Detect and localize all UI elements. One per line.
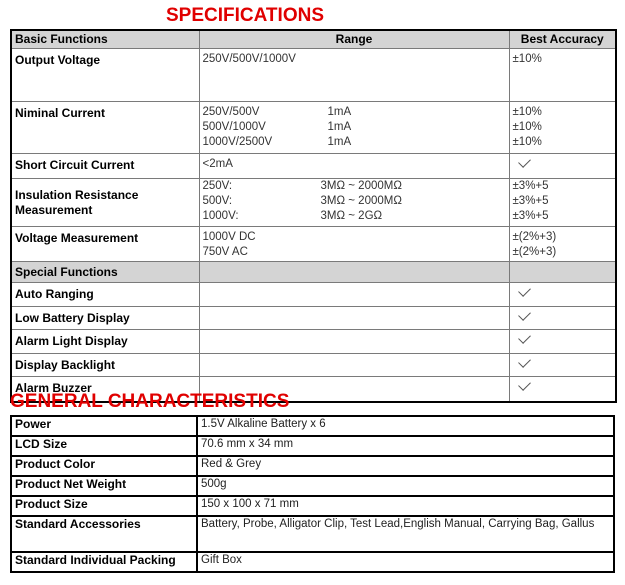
table-row-short-circuit <box>11 154 616 179</box>
current-range-1: 500V/1000V <box>202 121 266 133</box>
table-row-voltage-measurement <box>11 227 616 262</box>
label-low-battery: Low Battery Display <box>11 307 199 330</box>
ins-accuracy-1: ±3%+5 <box>512 195 549 207</box>
value-lcd-size: 70.6 mm x 34 mm <box>197 436 614 456</box>
range-nominal-current <box>199 102 509 154</box>
ins-accuracy-2: ±3%+5 <box>512 210 549 222</box>
label-nominal-current: Niminal Current <box>11 102 199 154</box>
key-product-color: Product Color <box>11 456 197 476</box>
label-insulation-line1: Insulation Resistance <box>15 187 139 202</box>
vm-range-0: 1000V DC <box>202 231 256 243</box>
range-output-voltage: 250V/500V/1000V <box>199 49 509 102</box>
supported-alarm-light <box>509 330 616 354</box>
current-accuracy-0: ±10% <box>512 106 542 118</box>
accuracy-output-voltage: ±10% <box>509 49 616 102</box>
special-functions-heading: Special Functions <box>11 262 199 283</box>
accuracy-short-circuit <box>509 154 616 179</box>
value-product-size: 150 x 100 x 71 mm <box>197 496 614 516</box>
current-value-0: 1mA <box>327 106 352 118</box>
supported-low-battery <box>509 307 616 330</box>
ins-voltage-1: 500V: <box>202 195 233 207</box>
table-row <box>11 456 614 476</box>
check-icon <box>518 308 531 321</box>
col-best-accuracy: Best Accuracy <box>509 30 616 49</box>
value-net-weight: 500g <box>197 476 614 496</box>
current-value-2: 1mA <box>327 136 352 148</box>
value-packing: Gift Box <box>197 552 614 572</box>
current-accuracy-1: ±10% <box>512 121 542 133</box>
general-characteristics-heading: GENERAL CHARACTERISTICS <box>10 391 290 412</box>
label-insulation-line2: Measurement <box>15 202 93 217</box>
key-net-weight: Product Net Weight <box>11 476 197 496</box>
table-row <box>11 416 614 436</box>
check-icon <box>518 355 531 368</box>
accuracy-nominal-current <box>509 102 616 154</box>
range-short-circuit: <2mA <box>199 154 509 179</box>
supported-backlight <box>509 354 616 377</box>
col-basic-functions: Basic Functions <box>11 30 199 49</box>
specifications-table <box>10 29 617 403</box>
col-range: Range <box>199 30 509 49</box>
general-characteristics-table <box>10 415 615 573</box>
key-lcd-size: LCD Size <box>11 436 197 456</box>
ins-range-1: 3MΩ ~ 2000MΩ <box>320 195 402 207</box>
label-alarm-light: Alarm Light Display <box>11 330 199 354</box>
vm-accuracy-0: ±(2%+3) <box>512 231 557 243</box>
table-row <box>11 436 614 456</box>
label-backlight: Display Backlight <box>11 354 199 377</box>
label-insulation <box>11 179 199 227</box>
table-row <box>11 496 614 516</box>
label-voltage-measurement: Voltage Measurement <box>11 227 199 262</box>
specifications-heading: SPECIFICATIONS <box>166 5 324 26</box>
value-product-color: Red & Grey <box>197 456 614 476</box>
table-row-alarm-light <box>11 330 616 354</box>
label-short-circuit: Short Circuit Current <box>11 154 199 179</box>
check-icon <box>518 378 531 391</box>
key-packing: Standard Individual Packing <box>11 552 197 572</box>
check-icon <box>518 331 531 344</box>
current-range-0: 250V/500V <box>202 106 260 118</box>
ins-range-2: 3MΩ ~ 2GΩ <box>320 210 383 222</box>
key-accessories: Standard Accessories <box>11 516 197 552</box>
label-auto-ranging: Auto Ranging <box>11 283 199 307</box>
value-accessories: Battery, Probe, Alligator Clip, Test Lead,English Manual, Carrying Bag, Gallus <box>197 516 614 552</box>
check-icon <box>518 155 531 168</box>
current-value-1: 1mA <box>327 121 352 133</box>
key-product-size: Product Size <box>11 496 197 516</box>
table-header-row <box>11 30 616 49</box>
table-row-output-voltage <box>11 49 616 102</box>
current-range-2: 1000V/2500V <box>202 136 273 148</box>
range-voltage-measurement <box>199 227 509 262</box>
table-row-nominal-current <box>11 102 616 154</box>
ins-range-0: 3MΩ ~ 2000MΩ <box>320 180 402 192</box>
accuracy-insulation <box>509 179 616 227</box>
table-row-low-battery <box>11 307 616 330</box>
table-row-backlight <box>11 354 616 377</box>
value-power: 1.5V Alkaline Battery x 6 <box>197 416 614 436</box>
ins-accuracy-0: ±3%+5 <box>512 180 549 192</box>
vm-range-1: 750V AC <box>202 246 248 258</box>
key-power: Power <box>11 416 197 436</box>
table-row <box>11 516 614 552</box>
ins-voltage-0: 250V: <box>202 180 233 192</box>
check-icon <box>518 284 531 297</box>
ins-voltage-2: 1000V: <box>202 210 239 222</box>
vm-accuracy-1: ±(2%+3) <box>512 246 557 258</box>
table-row-auto-ranging <box>11 283 616 307</box>
special-functions-header-row <box>11 262 616 283</box>
label-alarm-buzzer: Alarm Buzzer <box>11 377 199 402</box>
accuracy-voltage-measurement <box>509 227 616 262</box>
range-insulation <box>199 179 509 227</box>
label-output-voltage: Output Voltage <box>11 49 199 102</box>
table-row-insulation <box>11 179 616 227</box>
supported-alarm-buzzer <box>509 377 616 402</box>
supported-auto-ranging <box>509 283 616 307</box>
table-row <box>11 476 614 496</box>
current-accuracy-2: ±10% <box>512 136 542 148</box>
table-row <box>11 552 614 572</box>
